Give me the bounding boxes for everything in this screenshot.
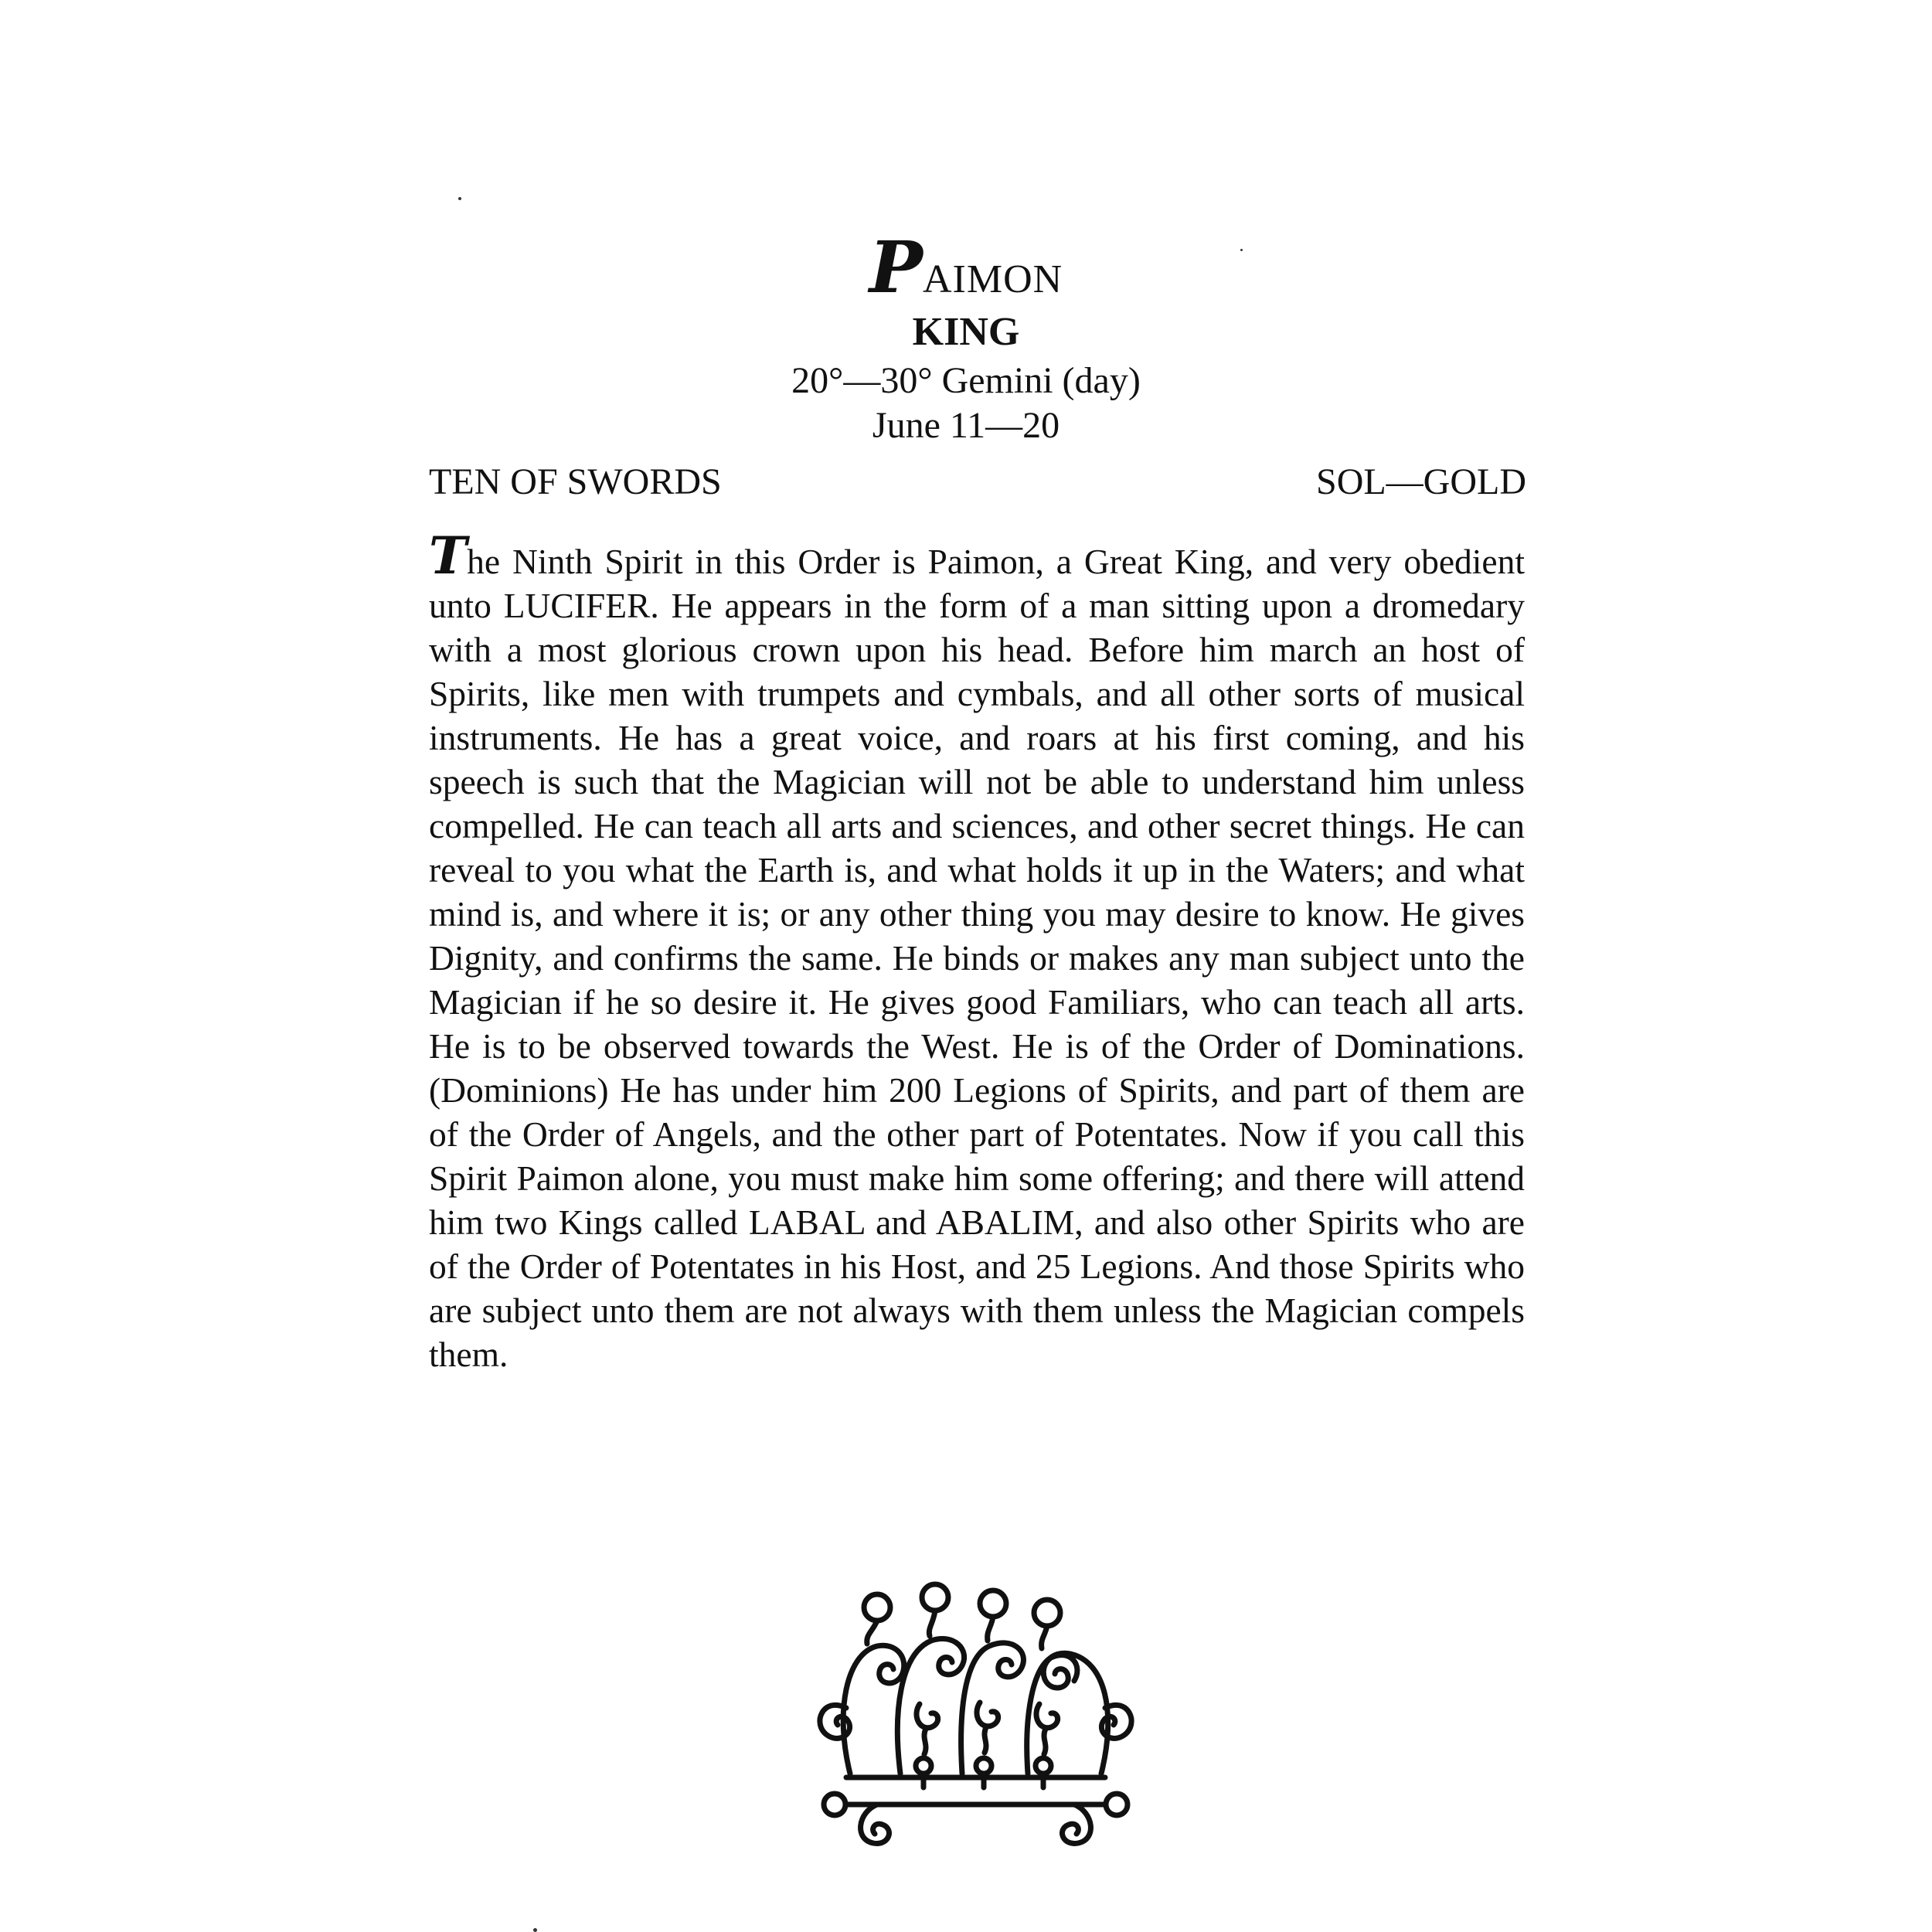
paimon-seal-icon [804, 1580, 1144, 1859]
spirit-name-initial: P [869, 226, 923, 309]
spirit-name-rest: AIMON [922, 257, 1063, 301]
tarot-card: TEN OF SWORDS [429, 461, 722, 502]
drop-cap-initial: T [429, 526, 468, 586]
spirit-name [0, 226, 1932, 309]
scan-speck [458, 197, 461, 200]
scan-speck [1240, 249, 1243, 251]
planet-metal: SOL—GOLD [1316, 461, 1526, 502]
description-paragraph [429, 526, 1525, 1376]
date-range: June 11—20 [872, 405, 1060, 446]
scan-speck [533, 1928, 537, 1932]
description-text: he Ninth Spirit in this Order is Paimon, a Great King, and very obedient unto LUCIFER. He appears in the form of a man sitting upon a dromedary with a most glorious crown upon his head. Before him march an host of Spirits, like men with trumpets and cymbals, and all other sorts of musical instruments. He has a great voice, and roars at his first coming, and his speech is such that the Magician will not be able to understand him unless compelled. He can teach all arts and sciences, and other secret things. He can reveal to you what the Earth is, and what holds it up in the Waters; and what mind is, and where it is; or any other thing you may desire to know. He gives Dignity, and confirms the same. He binds or makes any man subject unto the Magician if he so desire it. He gives good Familiars, who can teach all arts. He is to be observed towards the West. He is of the Order of Dominations.(Dominions) He has under him 200 Legions of Spirits, and part of them are of the Order of Angels, and the other part of Potentates. Now if you call this Spirit Paimon alone, you must make him some offering; and there will attend him two Kings called LABAL and ABALIM, and also other Spirits who are of the Order of Potentates in his Host, and 25 Legions. And those Spirits who are subject unto them are not always with them unless the Magician compels them. [429, 542, 1525, 1374]
spirit-rank: KING [912, 310, 1020, 354]
zodiac-degrees: 20°—30° Gemini (day) [791, 360, 1141, 401]
